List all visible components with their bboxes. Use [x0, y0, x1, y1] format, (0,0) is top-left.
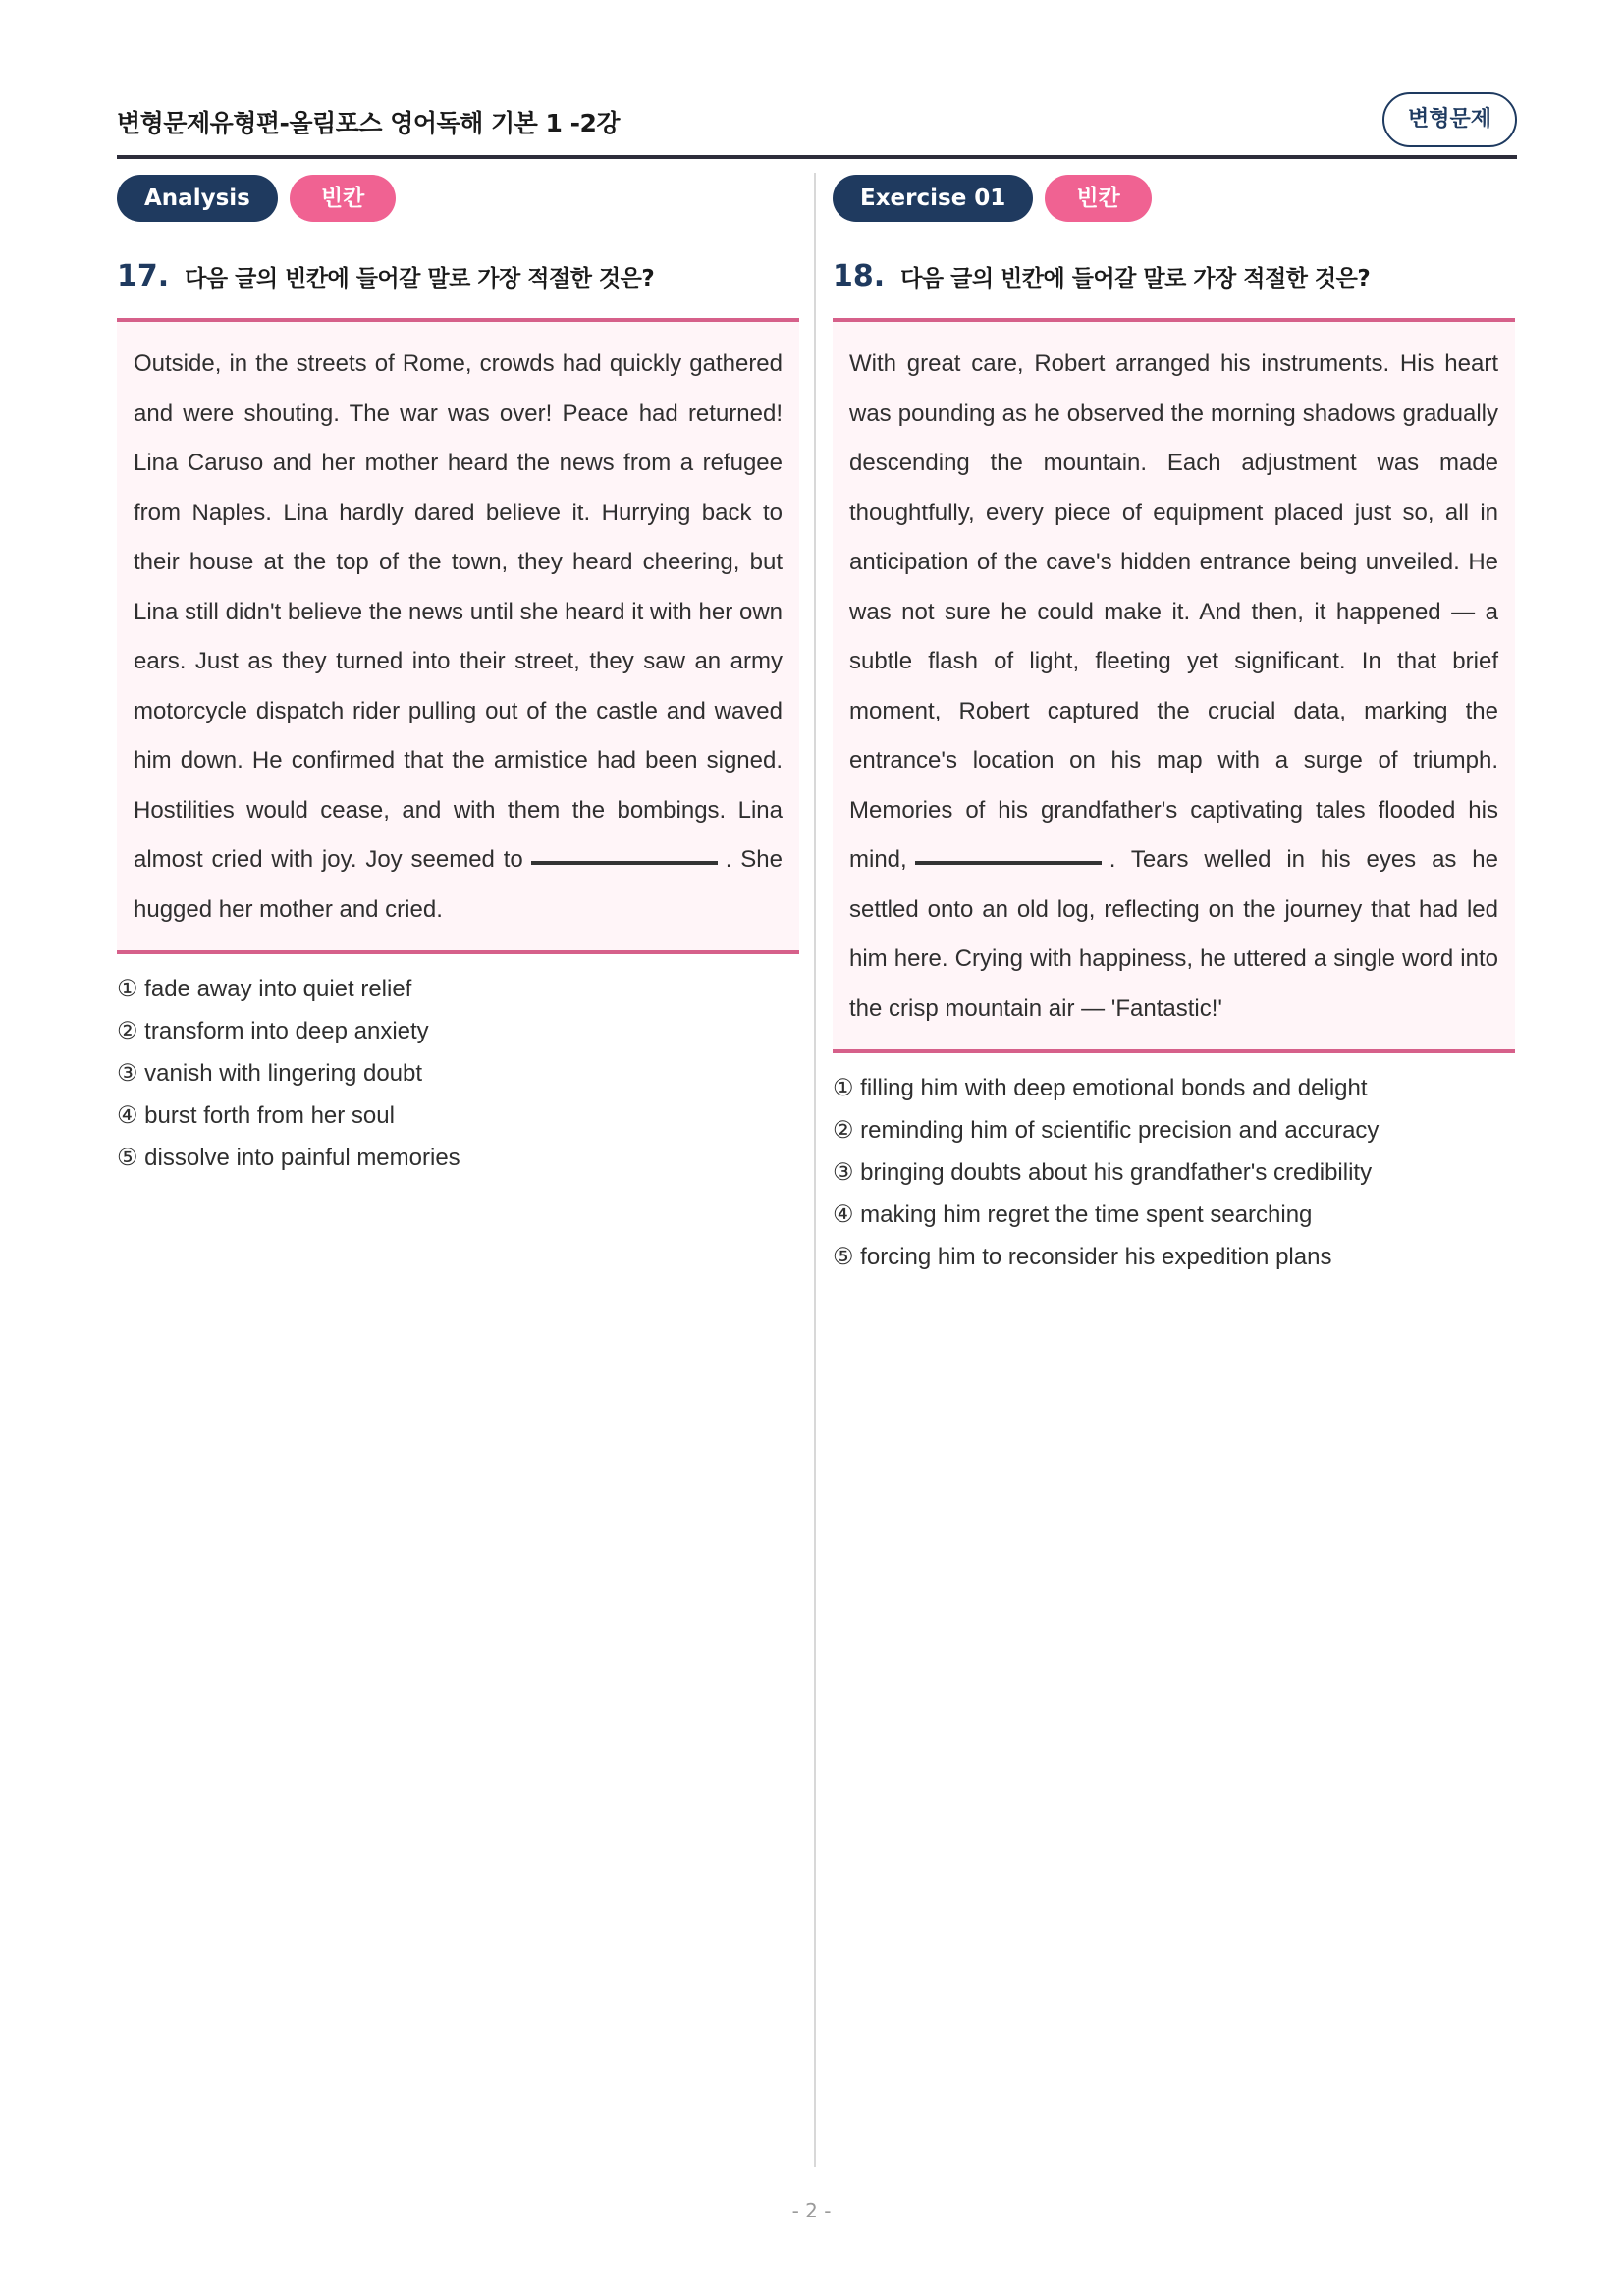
- type-badge: 변형문제: [1382, 92, 1517, 147]
- blank-type-tag: 빈칸: [1045, 175, 1151, 222]
- passage-box: [833, 318, 1515, 1053]
- question-prompt: 다음 글의 빈칸에 들어갈 말로 가장 적절한 것은?: [900, 266, 1371, 292]
- choice-4[interactable]: ④ burst forth from her soul: [117, 1102, 395, 1129]
- choice-5[interactable]: ⑤ forcing him to reconsider his expedition plans: [833, 1244, 1332, 1270]
- document-title: 변형문제유형편-올림포스 영어독해 기본 1 -2강: [117, 109, 621, 137]
- tag-row: [833, 175, 1515, 222]
- analysis-tag: Analysis: [117, 175, 278, 222]
- choice-2[interactable]: ② reminding him of scientific precision and accuracy: [833, 1117, 1380, 1144]
- question-heading: [833, 259, 1515, 298]
- passage-after-blank: . She hugged her mother and cried.: [134, 846, 783, 923]
- page-number: - 2 -: [791, 2199, 832, 2222]
- answer-blank: [531, 861, 718, 865]
- answer-blank: [915, 861, 1102, 865]
- choice-2[interactable]: ② transform into deep anxiety: [117, 1018, 429, 1044]
- passage-text: [134, 340, 783, 934]
- choice-1[interactable]: ① filling him with deep emotional bonds and delight: [833, 1075, 1368, 1101]
- page-header: [117, 92, 1517, 159]
- choice-3[interactable]: ③ vanish with lingering doubt: [117, 1060, 423, 1087]
- column-divider: [814, 173, 816, 2167]
- choice-1[interactable]: ① fade away into quiet relief: [117, 976, 412, 1002]
- question-prompt: 다음 글의 빈칸에 들어갈 말로 가장 적절한 것은?: [185, 266, 655, 292]
- choice-5[interactable]: ⑤ dissolve into painful memories: [117, 1145, 460, 1171]
- passage-after-blank: . Tears welled in his eyes as he settled onto an old log, reflecting on the journey that had led him here. Crying with happiness, he uttered a single word into the crisp mountain air — 'Fantastic!': [849, 846, 1498, 1022]
- answer-choices: [117, 968, 799, 1179]
- choice-3[interactable]: ③ bringing doubts about his grandfather's credibility: [833, 1159, 1373, 1186]
- exercise-tag: Exercise 01: [833, 175, 1033, 222]
- passage-box: [117, 318, 799, 954]
- passage-before-blank: Outside, in the streets of Rome, crowds had quickly gathered and were shouting. The war was over! Peace had returned! Lina Caruso and her mother heard the news from a refugee from Naples. Lina hardly dared believe it. Hurrying back to their house at the top of the town, they heard cheering, but Lina still didn't believe the news until she heard it with her own ears. Just as they turned into their street, they saw an army motorcycle dispatch rider pulling out of the castle and waved him down. He confirmed that the armistice had been signed. Hostilities would cease, and with them the bombings. Lina almost cried with joy. Joy seemed to: [134, 350, 783, 873]
- passage-text: [849, 340, 1498, 1034]
- blank-type-tag: 빈칸: [290, 175, 396, 222]
- answer-choices: [833, 1067, 1515, 1278]
- question-17-column: [117, 175, 799, 1179]
- question-number: 18.: [833, 259, 886, 294]
- header-divider: [117, 155, 1517, 159]
- question-heading: [117, 259, 799, 298]
- passage-before-blank: With great care, Robert arranged his instruments. His heart was pounding as he observed the morning shadows gradually descending the mountain. Each adjustment was made thoughtfully, every piece of equipment placed just so, all in anticipation of the cave's hidden entrance being unveiled. He was not sure he could make it. And then, it happened — a subtle flash of light, fleeting yet significant. In that brief moment, Robert captured the crucial data, marking the entrance's location on his map with a surge of triumph. Memories of his grandfather's captivating tales flooded his mind,: [849, 350, 1498, 873]
- choice-4[interactable]: ④ making him regret the time spent searching: [833, 1201, 1313, 1228]
- question-number: 17.: [117, 259, 170, 294]
- tag-row: [117, 175, 799, 222]
- question-18-column: [833, 175, 1515, 1278]
